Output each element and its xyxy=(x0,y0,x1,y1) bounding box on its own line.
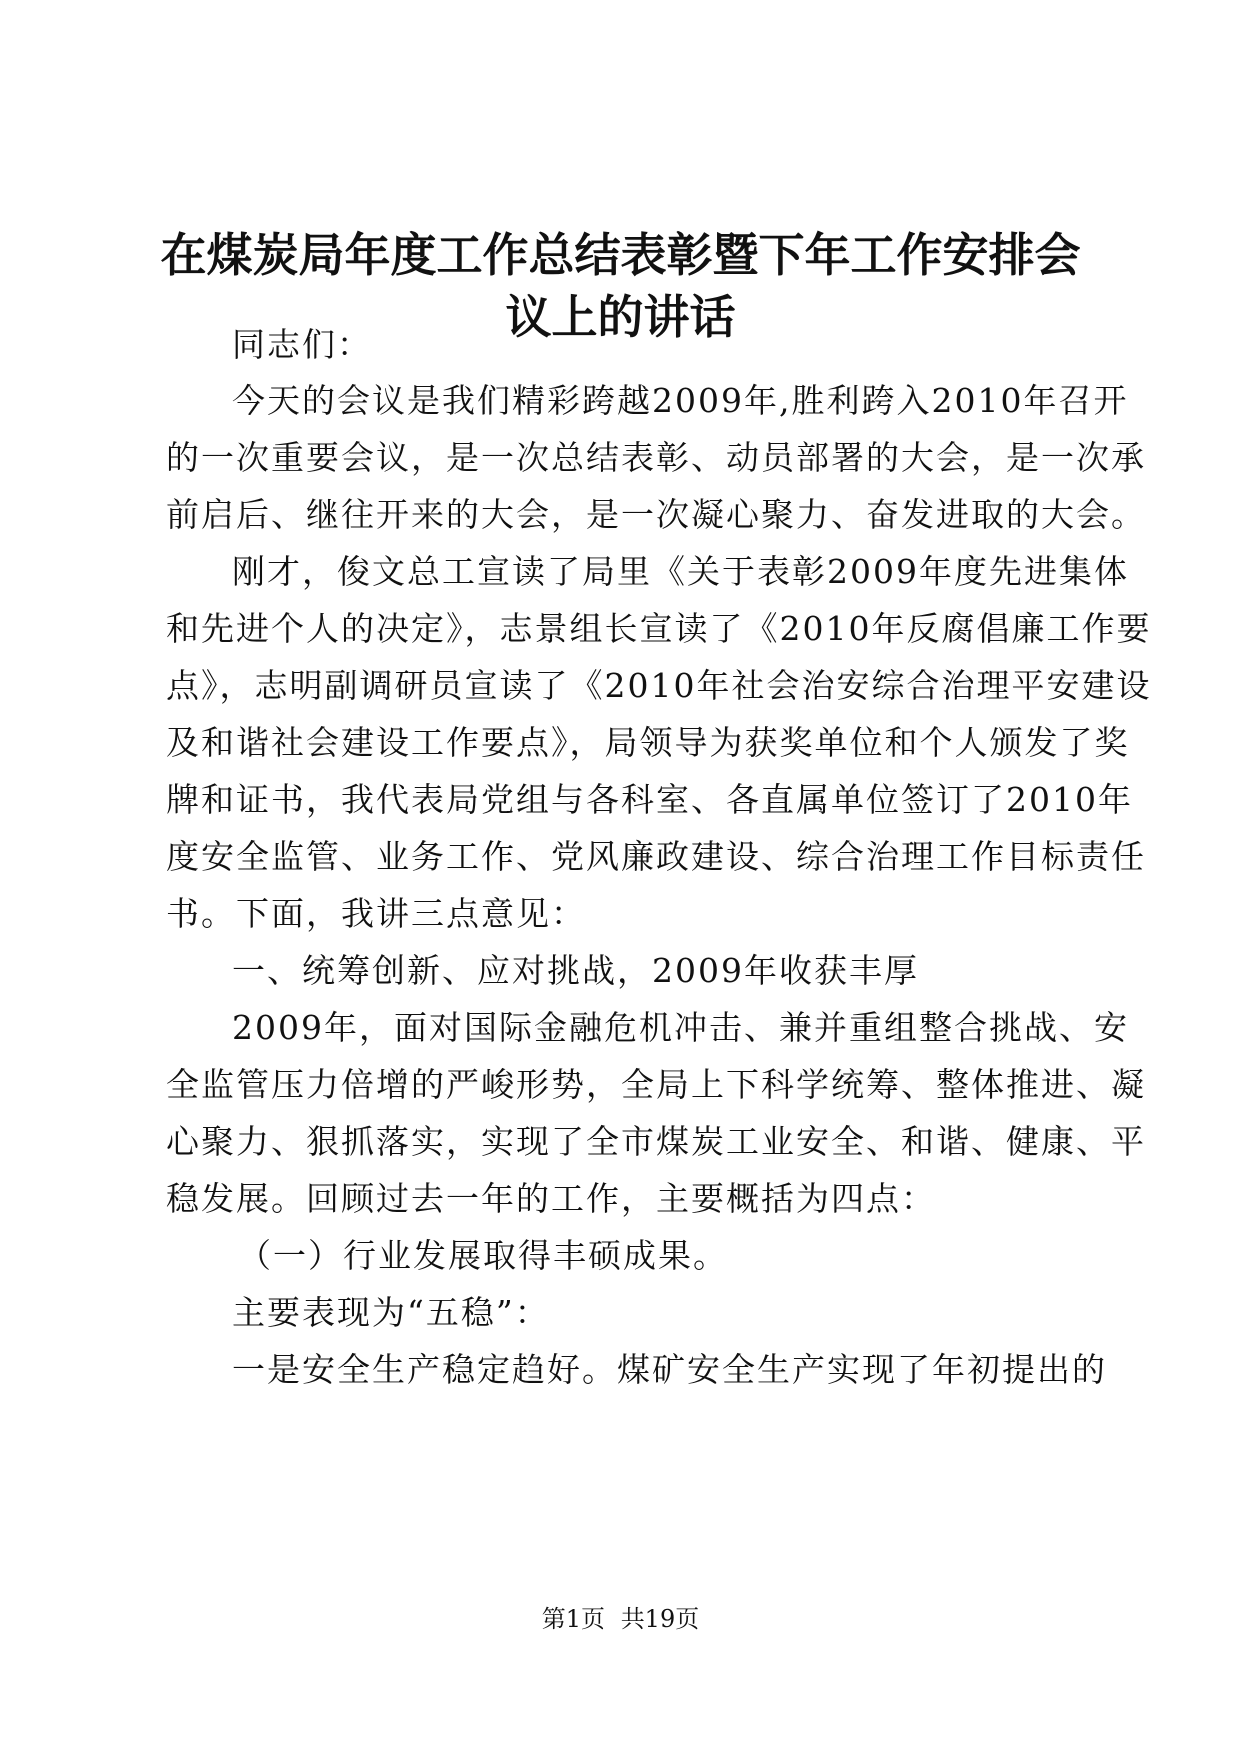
paragraph-line: 度安全监管、业务工作、党风廉政建设、综合治理工作目标责任 xyxy=(166,837,1146,876)
paragraph-line: 的一次重要会议，是一次总结表彰、动员部署的大会，是一次承 xyxy=(166,438,1146,477)
salutation: 同志们： xyxy=(232,325,372,364)
paragraph-line: 点》，志明副调研员宣读了《2010年社会治安综合治理平安建设 xyxy=(166,666,1152,705)
paragraph-line: 一是安全生产稳定趋好。煤矿安全生产实现了年初提出的 xyxy=(232,1350,1107,1389)
page-footer xyxy=(0,1604,1241,1634)
paragraph-line: 今天的会议是我们精彩跨越2009年,胜利跨入2010年召开 xyxy=(232,381,1129,420)
document-title-line-1: 在煤炭局年度工作总结表彰暨下年工作安排会 xyxy=(160,228,1081,282)
paragraph-line: 全监管压力倍增的严峻形势，全局上下科学统筹、整体推进、凝 xyxy=(166,1065,1146,1104)
page-total: 共19页 xyxy=(620,1605,700,1633)
paragraph-line: 书。下面，我讲三点意见： xyxy=(166,894,586,933)
paragraph-line: 2009年，面对国际金融危机冲击、兼并重组整合挑战、安 xyxy=(232,1008,1129,1047)
document-title-line-2: 议上的讲话 xyxy=(505,290,736,344)
paragraph-line: 心聚力、狠抓落实，实现了全市煤炭工业安全、和谐、健康、平 xyxy=(166,1122,1146,1161)
subsection-heading: （一）行业发展取得丰硕成果。 xyxy=(238,1236,728,1275)
paragraph-line: 牌和证书，我代表局党组与各科室、各直属单位签订了2010年 xyxy=(166,780,1133,819)
section-heading: 一、统筹创新、应对挑战，2009年收获丰厚 xyxy=(232,951,919,990)
paragraph-line: 及和谐社会建设工作要点》，局领导为获奖单位和个人颁发了奖 xyxy=(166,723,1130,762)
paragraph-line: 刚才，俊文总工宣读了局里《关于表彰2009年度先进集体 xyxy=(232,552,1129,591)
paragraph-line: 主要表现为“五稳”： xyxy=(232,1293,550,1332)
paragraph-line: 和先进个人的决定》，志景组长宣读了《2010年反腐倡廉工作要 xyxy=(166,609,1152,648)
page-number: 第1页 xyxy=(541,1605,606,1633)
paragraph-line: 前启后、继往开来的大会，是一次凝心聚力、奋发进取的大会。 xyxy=(166,495,1146,534)
paragraph-line: 稳发展。回顾过去一年的工作，主要概括为四点： xyxy=(166,1179,936,1218)
